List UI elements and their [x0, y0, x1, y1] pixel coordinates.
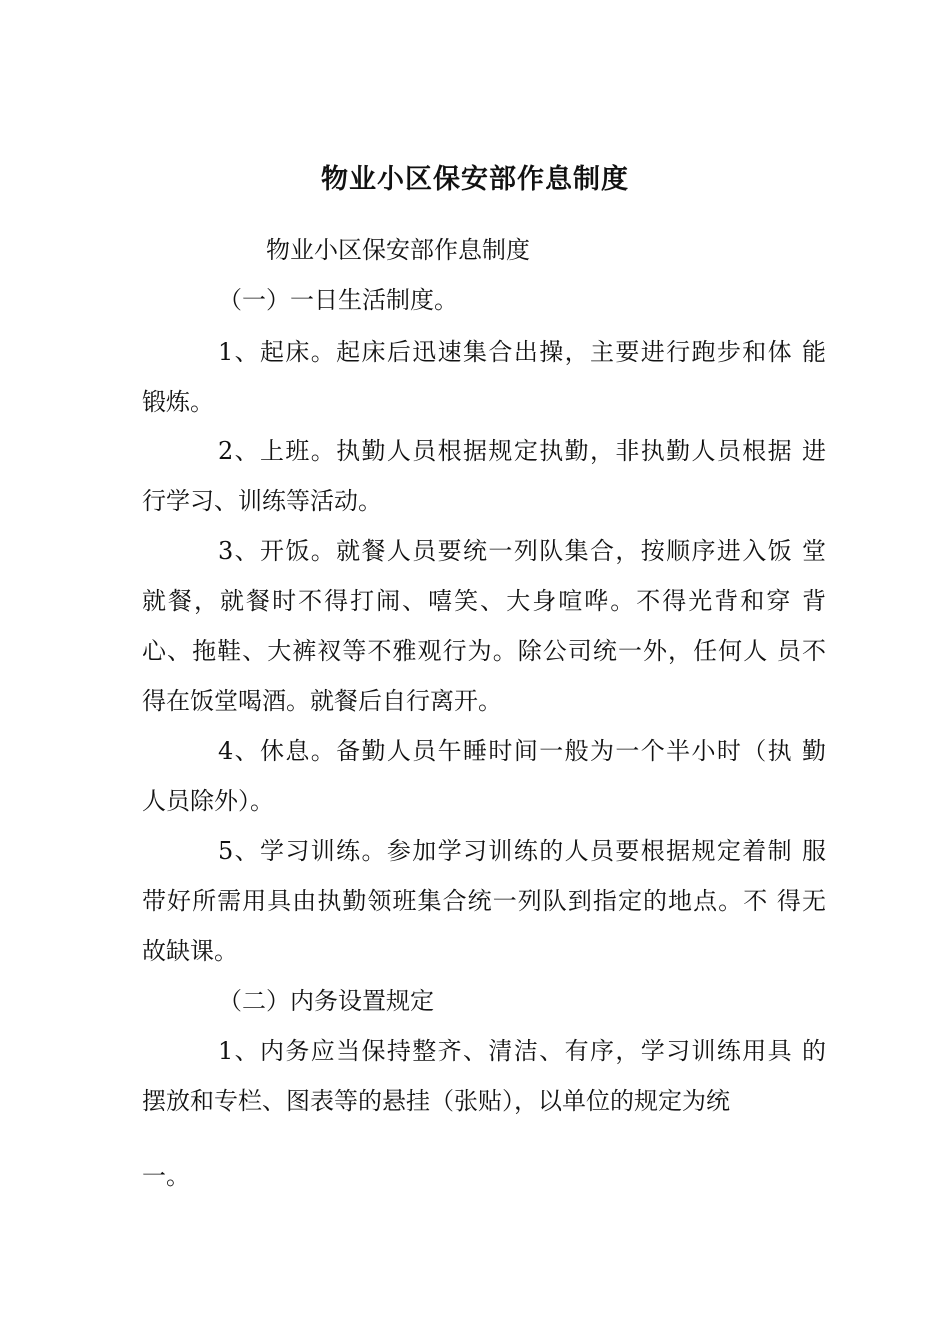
paragraph-line: 心、拖鞋、大裤衩等不雅观行为。除公司统一外，任何人 员不	[142, 637, 826, 665]
paragraph-line: 行学习、训练等活动。	[142, 487, 382, 515]
paragraph-line: 带好所需用具由执勤领班集合统一列队到指定的地点。不 得无	[142, 887, 826, 915]
section-heading-2: （二）内务设置规定	[218, 987, 434, 1015]
document-title: 物业小区保安部作息制度	[321, 164, 629, 195]
paragraph-line: 3、开饭。就餐人员要统一列队集合，按顺序进入饭 堂	[218, 537, 826, 565]
paragraph-line: 就餐，就餐时不得打闹、嘻笑、大身喧哗。不得光背和穿 背	[142, 587, 826, 615]
paragraph-line: 得在饭堂喝酒。就餐后自行离开。	[142, 687, 502, 715]
paragraph-line: 摆放和专栏、图表等的悬挂（张贴），以单位的规定为统	[142, 1087, 730, 1115]
paragraph-line: 1、起床。起床后迅速集合出操，主要进行跑步和体 能	[218, 338, 826, 366]
paragraph-line: 锻炼。	[142, 388, 214, 416]
paragraph-line: 1、内务应当保持整齐、清洁、有序，学习训练用具 的	[218, 1037, 826, 1065]
paragraph-line: 5、学习训练。参加学习训练的人员要根据规定着制 服	[218, 837, 826, 865]
paragraph-line: 2、上班。执勤人员根据规定执勤，非执勤人员根据 进	[218, 437, 826, 465]
paragraph-line: 4、休息。备勤人员午睡时间一般为一个半小时（执 勤	[218, 737, 826, 765]
section-heading-1: （一）一日生活制度。	[218, 286, 458, 314]
paragraph-line: 人员除外）。	[142, 787, 274, 815]
subtitle-line: 物业小区保安部作息制度	[266, 236, 530, 264]
paragraph-line: 故缺课。	[142, 937, 238, 965]
paragraph-line: 一。	[142, 1162, 190, 1190]
